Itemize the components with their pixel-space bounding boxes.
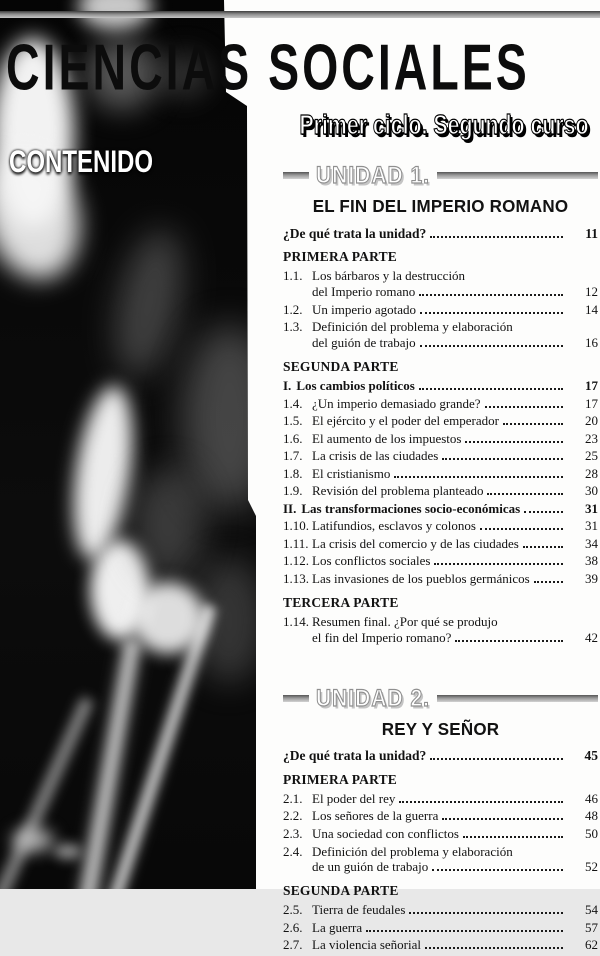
- unit-bar-long: [437, 172, 598, 179]
- item-number: 1.11.: [283, 535, 309, 551]
- page-number: 28: [585, 465, 598, 481]
- page-number: 52: [585, 859, 598, 875]
- dot-leader: [432, 869, 563, 871]
- toc-row-text: 2.4. Definición del problema y elaboración: [283, 843, 513, 859]
- item-number: II.: [283, 500, 297, 516]
- page-number: 17: [585, 395, 598, 411]
- page-number: 46: [585, 790, 598, 806]
- dot-leader: [409, 912, 563, 914]
- toc-row: [283, 554, 598, 569]
- toc-row-text: del guión de trabajo: [312, 335, 416, 351]
- toc-row: [283, 303, 598, 318]
- toc-row-text: 1.6. El aumento de los impuestos: [283, 430, 462, 446]
- unit-bar-short: [283, 172, 309, 179]
- toc-row-text: 1.8. El cristianismo: [283, 465, 391, 481]
- item-number: 1.5.: [283, 413, 303, 429]
- page-number: 38: [585, 553, 598, 569]
- dot-leader: [442, 458, 563, 460]
- toc-row-text: 1.10. Latifundios, esclavos y colonos: [283, 518, 476, 534]
- toc-row: [283, 903, 598, 918]
- item-number: 1.8.: [283, 465, 303, 481]
- item-number: 1.1.: [283, 268, 303, 284]
- toc-row-text: 1.14. Resumen final. ¿Por qué se produjo: [283, 613, 498, 629]
- toc-row-text: ¿De qué trata la unidad?: [283, 225, 427, 241]
- photo-highlight: [132, 468, 204, 580]
- page-number: 31: [585, 500, 598, 516]
- dot-leader: [420, 345, 563, 347]
- unit-header: [283, 685, 598, 712]
- page-number: 30: [585, 483, 598, 499]
- page-number: 20: [585, 413, 598, 429]
- toc-row: [283, 397, 598, 412]
- toc-row: [283, 921, 598, 936]
- item-number: 1.13.: [283, 570, 309, 586]
- toc-row: [283, 792, 598, 807]
- item-number: 1.4.: [283, 395, 303, 411]
- page-number: 48: [585, 808, 598, 824]
- toc-row: [283, 809, 598, 824]
- toc-row-text: ¿De qué trata la unidad?: [283, 748, 427, 764]
- toc-row-text: 1.5. El ejército y el poder del emperador: [283, 413, 499, 429]
- item-number: 2.4.: [283, 843, 303, 859]
- page-number: 14: [585, 301, 598, 317]
- item-number: 1.14.: [283, 613, 309, 629]
- toc-row-text: 2.7. La violencia señorial: [283, 937, 422, 953]
- photo-highlight: [182, 325, 257, 510]
- page-number: 57: [585, 919, 598, 935]
- toc-row: [283, 467, 598, 482]
- toc-row-text: I. Los cambios políticos: [283, 378, 415, 394]
- toc-row: [283, 484, 598, 499]
- page-number: 31: [585, 518, 598, 534]
- table-of-contents: [283, 162, 598, 956]
- item-number: I.: [283, 378, 292, 394]
- dot-leader: [366, 930, 563, 932]
- toc-row: [283, 938, 598, 953]
- toc-row-text: el fin del Imperio romano?: [312, 629, 452, 645]
- item-number: 1.3.: [283, 319, 303, 335]
- part-heading: PRIMERA PARTE: [283, 771, 398, 787]
- toc-row: [283, 845, 598, 860]
- toc-row: [283, 748, 598, 764]
- photo-highlight: [12, 828, 54, 852]
- dot-leader: [480, 528, 563, 530]
- toc-row-text: 1.3. Definición del problema y elaboración: [283, 319, 513, 335]
- cover-photo: [0, 0, 257, 889]
- page-number: 17: [585, 378, 598, 394]
- toc-row: [283, 502, 598, 517]
- toc-row-text: 2.3. Una sociedad con conflictos: [283, 826, 459, 841]
- unit-bar-long: [437, 695, 598, 702]
- part-heading: SEGUNDA PARTE: [283, 883, 399, 899]
- item-number: 1.9.: [283, 483, 303, 499]
- dot-leader: [485, 406, 563, 408]
- toc-row-text: 1.13. Las invasiones de los pueblos germánicos: [283, 570, 530, 586]
- item-number: 2.1.: [283, 790, 303, 806]
- toc-row: [283, 860, 598, 875]
- unit-title: EL FIN DEL IMPERIO ROMANO: [312, 196, 569, 217]
- dot-leader: [399, 801, 563, 803]
- top-rule-bar: [0, 11, 600, 18]
- dot-leader: [442, 818, 563, 820]
- page-number: 11: [585, 225, 598, 241]
- unit-header: [283, 162, 598, 189]
- toc-row: [283, 537, 598, 552]
- toc-row-text: 1.2. Un imperio agotado: [283, 301, 416, 317]
- toc-row-text: de un guión de trabajo: [312, 859, 429, 875]
- toc-row-text: 2.2. Los señores de la guerra: [283, 808, 439, 824]
- page-number: 54: [585, 902, 598, 918]
- dot-leader: [434, 563, 563, 565]
- item-number: 1.6.: [283, 430, 303, 446]
- dot-leader: [430, 758, 563, 760]
- toc-row-text: 1.1. Los bárbaros y la destrucción: [283, 268, 466, 284]
- dot-leader: [503, 423, 563, 425]
- toc-row: [283, 572, 598, 587]
- toc-row-text: 1.4. ¿Un imperio demasiado grande?: [283, 395, 481, 411]
- dot-leader: [534, 581, 563, 583]
- contents-label: CONTENIDO: [9, 144, 153, 180]
- item-number: 1.10.: [283, 518, 309, 534]
- toc-row-text: 1.9. Revisión del problema planteado: [283, 483, 484, 499]
- toc-row: [283, 379, 598, 394]
- toc-row-text: II. Las transformaciones socio-económicas: [283, 500, 521, 516]
- unit-bar-short: [283, 695, 309, 702]
- book-subtitle: Primer ciclo. Segundo curso: [299, 107, 589, 141]
- dot-leader: [420, 312, 563, 314]
- toc-unit: [283, 685, 598, 954]
- page-number: 50: [585, 826, 598, 841]
- toc-unit: [283, 162, 598, 646]
- photo-face-highlight: [64, 382, 142, 563]
- toc-row: [283, 519, 598, 534]
- photo-highlight: [54, 844, 82, 859]
- dot-leader: [419, 388, 563, 390]
- dot-leader: [487, 493, 563, 495]
- part-heading: SEGUNDA PARTE: [283, 359, 399, 375]
- item-number: 2.2.: [283, 808, 303, 824]
- toc-row: [283, 827, 598, 842]
- toc-row-text: 1.11. La crisis del comercio y de las ciudades: [283, 535, 519, 551]
- item-number: 2.3.: [283, 826, 303, 841]
- toc-row-text: del Imperio romano: [312, 284, 416, 300]
- toc-row-text: 1.12. Los conflictos sociales: [283, 553, 431, 569]
- toc-row: [283, 432, 598, 447]
- dot-leader: [524, 511, 563, 513]
- toc-row: [283, 269, 598, 284]
- toc-row-text: 2.5. Tierra de feudales: [283, 902, 406, 918]
- part-heading: PRIMERA PARTE: [283, 249, 398, 265]
- photo-highlight: [103, 223, 195, 383]
- unit-label: UNIDAD 2.: [316, 685, 431, 712]
- item-number: 1.7.: [283, 448, 303, 464]
- item-number: 2.5.: [283, 902, 303, 918]
- part-heading: TERCERA PARTE: [283, 594, 399, 610]
- toc-row: [283, 414, 598, 429]
- page-number: 23: [585, 430, 598, 446]
- toc-row-text: 1.7. La crisis de las ciudades: [283, 448, 439, 464]
- dot-leader: [419, 294, 563, 296]
- toc-row: [283, 336, 598, 351]
- page-number: 12: [585, 284, 598, 300]
- page-number: 39: [585, 570, 598, 586]
- toc-row: [283, 615, 598, 630]
- dot-leader: [394, 476, 563, 478]
- book-title: CIENCIAS SOCIALES: [6, 31, 530, 105]
- page-number: 42: [585, 629, 598, 645]
- dot-leader: [523, 546, 563, 548]
- toc-row: [283, 285, 598, 300]
- unit-label: UNIDAD 1.: [316, 162, 431, 189]
- unit-title: REY Y SEÑOR: [381, 719, 500, 740]
- item-number: 1.2.: [283, 301, 303, 317]
- toc-row: [283, 631, 598, 646]
- toc-row: [283, 226, 598, 242]
- item-number: 2.6.: [283, 919, 303, 935]
- dot-leader: [463, 836, 563, 838]
- toc-row-text: 2.6. La guerra: [283, 919, 363, 935]
- item-number: 1.12.: [283, 553, 309, 569]
- dot-leader: [425, 947, 563, 949]
- page-number: 34: [585, 535, 598, 551]
- page-number: 62: [585, 937, 598, 953]
- page-number: 16: [585, 335, 598, 351]
- dot-leader: [465, 441, 563, 443]
- item-number: 2.7.: [283, 937, 303, 953]
- page-number: 45: [584, 748, 598, 764]
- toc-row-text: 2.1. El poder del rey: [283, 790, 396, 806]
- page-number: 25: [585, 448, 598, 464]
- toc-row: [283, 320, 598, 335]
- toc-row: [283, 449, 598, 464]
- dot-leader: [455, 640, 563, 642]
- dot-leader: [430, 236, 563, 238]
